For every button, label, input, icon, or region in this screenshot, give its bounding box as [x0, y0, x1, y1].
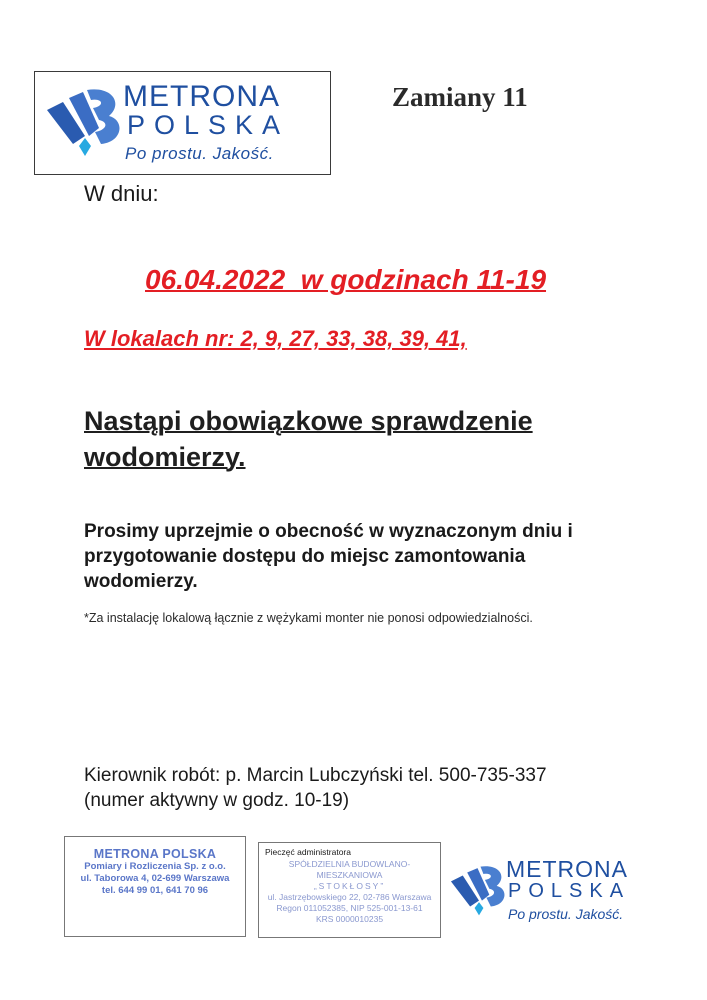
logo-tagline: Po prostu. Jakość.: [125, 144, 274, 163]
admin-stamp-line: SPÓŁDZIELNIA BUDOWLANO-MIESZKANIOWA: [288, 859, 411, 880]
company-stamp: [64, 836, 246, 937]
stamp-company-line: Pomiary i Rozliczenia Sp. z o.o.: [84, 861, 226, 872]
stamp-company-title: METRONA POLSKA: [93, 847, 217, 861]
metrona-logo-icon: [448, 862, 510, 920]
stamp-company-line: ul. Taborowa 4, 02-699 Warszawa: [80, 873, 230, 884]
logo-name-line1: METRONA: [123, 80, 280, 113]
day-label: W dniu:: [84, 181, 159, 206]
manager-line2: (numer aktywny w godz. 10-19): [84, 790, 350, 811]
disclaimer: *Za instalację lokalową łącznie z wężykami monter nie ponosi odpowiedzialności.: [84, 611, 533, 625]
logo-name-line1: METRONA: [506, 856, 628, 882]
apartments-line: W lokalach nr: 2, 9, 27, 33, 38, 39, 41,: [84, 326, 467, 351]
admin-stamp-body: [265, 859, 434, 925]
logo-box: [34, 71, 331, 175]
date-hours-line: 06.04.2022 w godzinach 11-19: [145, 264, 547, 295]
headline: Nastąpi obowiązkowe sprawdzenie wodomierzy.: [84, 406, 533, 472]
admin-stamp-line: KRS 0000010235: [315, 914, 384, 924]
admin-stamp-line: „STOKŁOSY”: [313, 881, 386, 891]
bottom-logo: [448, 852, 668, 932]
admin-stamp-label: Pieczęć administratora: [265, 847, 351, 857]
manager-info: [84, 763, 644, 813]
admin-stamp-line: Regon 011052385, NIP 525-001-13-61: [276, 903, 423, 913]
page-title: Zamiany 11: [392, 82, 528, 112]
metrona-logo-icon: [43, 84, 127, 162]
admin-stamp: [258, 842, 441, 938]
admin-stamp-line: ul. Jastrzębowskiego 22, 02-786 Warszawa: [267, 892, 432, 902]
logo-name-line2: POLSKA: [508, 880, 631, 902]
logo-tagline: Po prostu. Jakość.: [508, 906, 624, 922]
manager-line1: Kierownik robót: p. Marcin Lubczyński tel. 500-735-337: [84, 765, 547, 786]
request-text: Prosimy uprzejmie o obecność w wyznaczonym dniu i przygotowanie dostępu do miejsc zamontowania wodomierzy.: [84, 521, 573, 592]
logo-name-line2: POLSKA: [127, 110, 290, 140]
stamp-company-line: tel. 644 99 01, 641 70 96: [101, 885, 209, 896]
